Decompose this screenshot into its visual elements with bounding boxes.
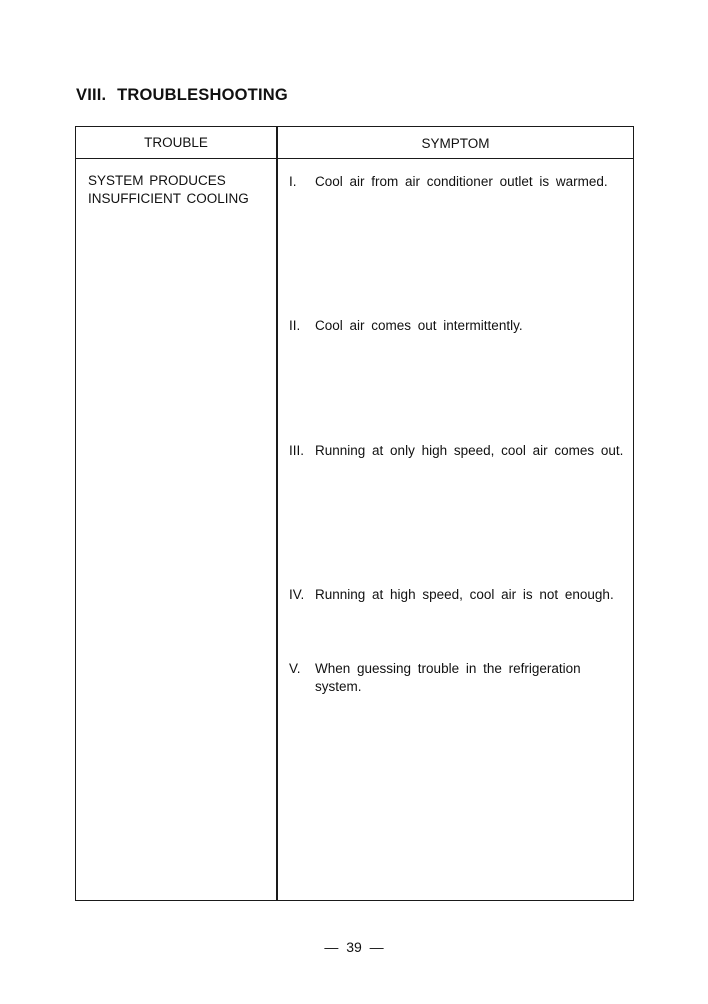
symptom-item (289, 442, 634, 460)
symptom-number: II. (289, 318, 301, 333)
symptom-number: III. (289, 443, 305, 458)
symptom-item (289, 173, 634, 191)
troubleshooting-table (75, 126, 634, 901)
page-heading: VIII. TROUBLESHOOTING (76, 86, 288, 104)
symptom-text: Cool air comes out intermittently. (315, 318, 523, 333)
symptom-number: I. (289, 174, 297, 189)
symptom-column-header: SYMPTOM (421, 136, 490, 151)
symptom-number: V. (289, 661, 301, 676)
symptom-item (289, 586, 634, 604)
column-divider (276, 127, 278, 900)
trouble-cell: SYSTEM PRODUCES INSUFFICIENT COOLING (88, 173, 249, 206)
symptom-item (289, 317, 634, 335)
symptom-text: Running at high speed, cool air is not enough. (315, 587, 614, 602)
symptom-text: Cool air from air conditioner outlet is warmed. (315, 174, 608, 189)
header-divider (76, 158, 633, 159)
page-number: — 39 — (324, 939, 384, 955)
symptom-text: When guessing trouble in the refrigeration system. (315, 661, 581, 694)
trouble-column-header: TROUBLE (144, 135, 208, 150)
symptom-number: IV. (289, 587, 305, 602)
symptom-text: Running at only high speed, cool air comes out. (315, 443, 624, 458)
symptom-item (289, 660, 634, 696)
